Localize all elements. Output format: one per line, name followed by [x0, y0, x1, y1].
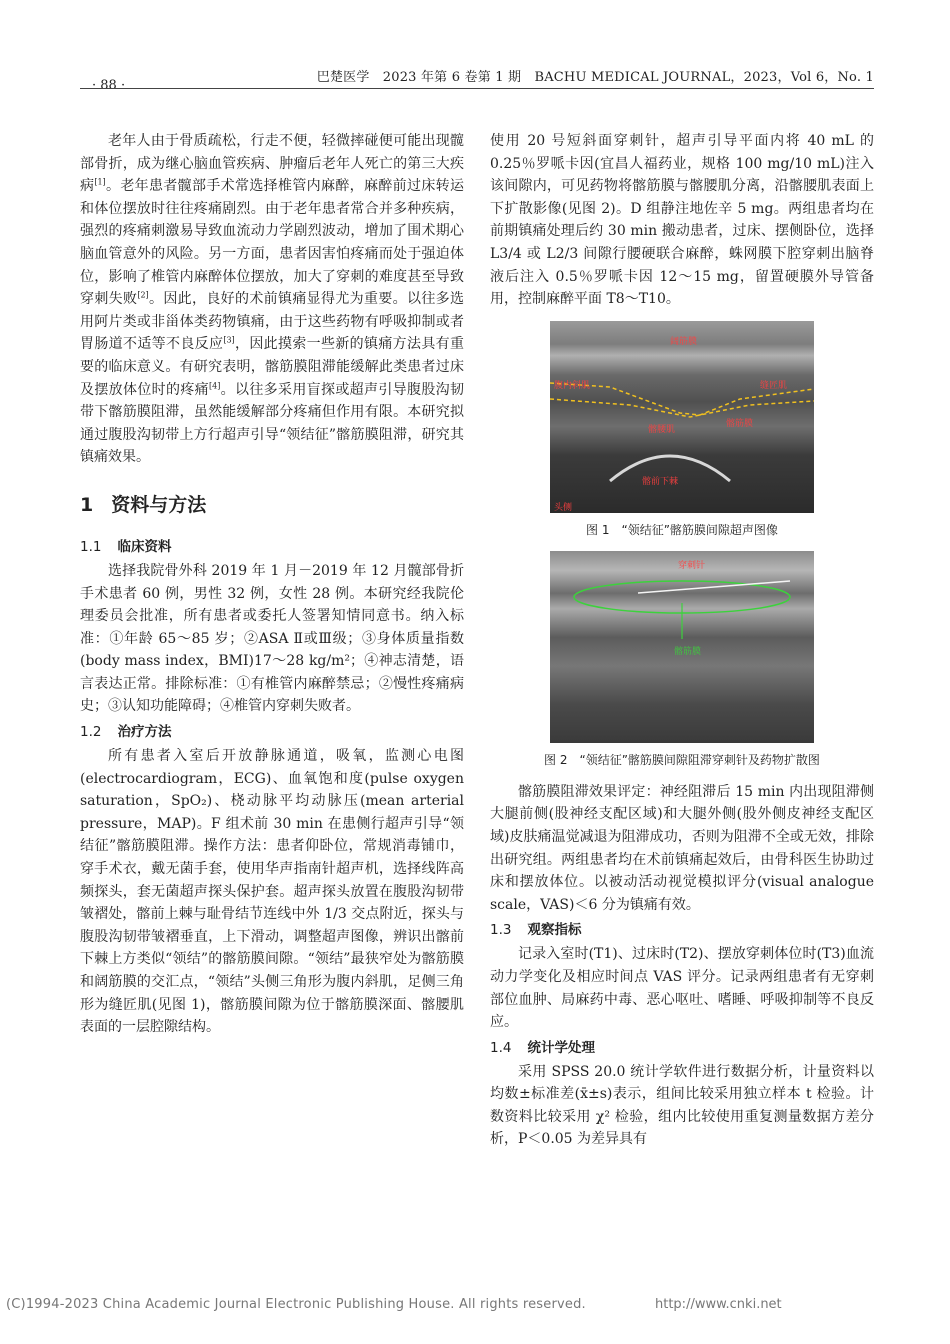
- treatment-continued-paragraph: 使用 20 号短斜面穿刺针，超声引导平面内将 40 mL 的 0.25％罗哌卡因(宜昌人福药业，规格 100 mg/10 mL)注入该间隙内，可见药物将髂筋膜与髂腰肌分离，沿髂腰肌表面上下扩散影像(见图 2)。D 组静注地佐辛 5 mg。两组患者均在前期镇痛处理后约 30 min 搬动患者，过床、摆侧卧位，选择 L3/4 或 L2/3 间隙行腰硬联合麻醉，蛛网膜下腔穿刺出脑脊液后注入 0.5％罗哌卡因 12～15 mg，留置硬膜外导管备用，控制麻醉平面 T8～T10。: [490, 133, 874, 308]
- intro-paragraph: [80, 130, 464, 469]
- figure-1-ultrasound-image: [550, 321, 814, 513]
- subsection-title: 治疗方法: [117, 724, 172, 741]
- treatment-paragraph: 所有患者入室后开放静脉通道，吸氧，监测心电图(electrocardiogram，ECG)、血氧饱和度(pulse oxygen saturation，SpO₂)、桡动脉平均动脉压(mean arterial pressure，MAP)。F 组术前 30 min 在患侧行超声引导“领结征”髂筋膜阻滞。操作方法：患者仰卧位，常规消毒铺巾，穿手术衣，戴无菌手套，使用华声指南针超声机，选择线阵高频探头，套无菌超声探头保护套。超声探头放置在腹股沟韧带皱褶处，髂前上棘与耻骨结节连线中外 1/3 交点附近，探头与腹股沟韧带皱褶垂直，上下滑动，调整超声图像，辨识出髂前下棘上方类似“领结”的髂筋膜间隙。“领结”最狭窄处为髂筋膜和阔筋膜的交汇点，“领结”头侧三角形为腹内斜肌，足侧三角形为缝匠肌(见图 1)，髂筋膜间隙为位于髂筋膜深面、髂腰肌表面的一层腔隙结构。: [80, 748, 464, 1036]
- citation-2[interactable]: [2]: [137, 290, 149, 300]
- label-cranial: 头侧: [554, 502, 573, 513]
- intro-text-4: ，因此摸索一些新的镇痛方法具有重要的临床意义。有研究表明，髂筋膜阻滞能缓解此类患者过床及摆放体位时的疼痛: [80, 336, 465, 398]
- footer-url[interactable]: http://www.cnki.net: [655, 1297, 782, 1312]
- subsection-heading-1-2: [80, 720, 464, 744]
- subsection-heading-1-4: [490, 1036, 874, 1060]
- intro-text-1: 老年人由于骨质疏松，行走不便，轻微摔碰便可能出现髋部骨折，成为继心脑血管疾病、肿瘤后老年人死亡的第三大疾病: [80, 133, 464, 195]
- subsection-number: 1.2: [80, 724, 102, 741]
- subsection-number: 1.1: [80, 538, 102, 555]
- figure-2-caption: 图 2 “领结征”髂筋膜间隙阻滞穿刺针及药物扩散图: [544, 752, 820, 767]
- left-column: [80, 130, 464, 1039]
- header-rule: [80, 88, 874, 89]
- observation-paragraph: 记录入室时(T1)、过床时(T2)、摆放穿刺体位时(T3)血流动力学变化及相应时间点 VAS 评分。记录两组患者有无穿刺部位血肿、局麻药中毒、恶心呕吐、嗜睡、呼吸抑制等不良反应。: [490, 946, 874, 1031]
- label-iliac-fascia: 髂筋膜: [726, 418, 754, 429]
- label-needle: 穿刺针: [678, 560, 706, 571]
- section-number: 1: [80, 493, 94, 516]
- citation-3[interactable]: [3]: [223, 335, 235, 345]
- page-number: · 88 ·: [92, 78, 126, 93]
- intro-text-2: 。老年患者髋部手术常选择椎管内麻醉，麻醉前过床转运和体位摆放时往往疼痛剧烈。由于老年患者常合并多种疾病，强烈的疼痛刺激易导致血流动力学剧烈波动，增加了围术期心脑血管意外的风险。另一方面，患者因害怕疼痛而处于强迫体位，影响了椎管内麻醉体位摆放，加大了穿刺的难度甚至导致穿刺失败: [80, 178, 465, 308]
- right-column: [490, 130, 874, 1151]
- subsection-title: 统计学处理: [527, 1039, 595, 1056]
- intro-text-3: 。因此，良好的术前镇痛显得尤为重要。以往多选用阿片类或非甾体类药物镇痛，由于这些药物有呼吸抑制或者胃肠道不适等不良反应: [80, 291, 465, 353]
- subsection-title: 临床资料: [117, 538, 172, 555]
- citation-1[interactable]: [1]: [94, 177, 106, 187]
- citation-4[interactable]: [4]: [209, 380, 221, 390]
- label-internal-oblique: 腹内斜肌: [554, 380, 591, 391]
- label-sartorius: 缝匠肌: [760, 380, 788, 391]
- section-heading-1: [80, 493, 464, 517]
- running-head: 巴楚医学 2023 年第 6 卷第 1 期 BACHU MEDICAL JOURNAL，2023，Vol 6，No. 1: [316, 70, 874, 85]
- figure-2-ultrasound-image: [550, 551, 814, 743]
- clinical-data-paragraph: 选择我院骨外科 2019 年 1 月－2019 年 12 月髋部骨折手术患者 60 例，男性 32 例，女性 28 例。本研究经我院伦理委员会批准，所有患者或委托人签署知情同意书。纳入标准：①年龄 65～85 岁；②ASA Ⅱ或Ⅲ级；③身体质量指数(body mass index，BMI)17～28 kg/m²；④神志清楚，语言表达正常。排除标准：①有椎管内麻醉禁忌；②慢性疼痛病史；③认知功能障碍；④椎管内穿刺失败者。: [80, 562, 464, 715]
- copyright-footer: (C)1994-2023 China Academic Journal Electronic Publishing House. All rights reserved.: [6, 1297, 586, 1312]
- label-iliopsoas: 髂腰肌: [648, 424, 676, 435]
- section-title: 资料与方法: [111, 493, 207, 516]
- block-evaluation-paragraph: 髂筋膜阻滞效果评定：神经阻滞后 15 min 内出现阻滞侧大腿前侧(股神经支配区域)和大腿外侧(股外侧皮神经支配区域)皮肤痛温觉减退为阻滞成功，否则为阻滞不全或无效，排除出研究组。两组患者均在术前镇痛起效后，由骨科医生协助过床和摆放体位。以被动活动视觉模拟评分(visual analogue scale，VAS)＜6 分为镇痛有效。: [490, 783, 874, 913]
- subsection-heading-1-1: [80, 535, 464, 559]
- intro-text-5: 。以往多采用盲探或超声引导腹股沟韧带下髂筋膜阻滞，虽然能缓解部分疼痛但作用有限。本研究拟通过腹股沟韧带上方行超声引导“领结征”髂筋膜阻滞，研究其镇痛效果。: [80, 381, 465, 466]
- subsection-number: 1.4: [490, 1039, 512, 1056]
- statistics-paragraph: 采用 SPSS 20.0 统计学软件进行数据分析，计量资料以均数±标准差(x̄±s)表示，组间比较采用独立样本 t 检验。计数资料比较采用 χ² 检验，组内比较使用重复测量数据方差分析，P＜0.05 为差异具有: [490, 1063, 874, 1148]
- subsection-heading-1-3: [490, 918, 874, 942]
- subsection-title: 观察指标: [527, 922, 582, 939]
- label-fascia-lata: 阔筋膜: [670, 336, 698, 347]
- figure-1-caption: 图 1 “领结征”髂筋膜间隙超声图像: [586, 522, 778, 537]
- label-aiis: 髂前下棘: [642, 476, 679, 487]
- label-iliac-fascia: 髂筋膜: [674, 646, 702, 657]
- subsection-number: 1.3: [490, 922, 512, 939]
